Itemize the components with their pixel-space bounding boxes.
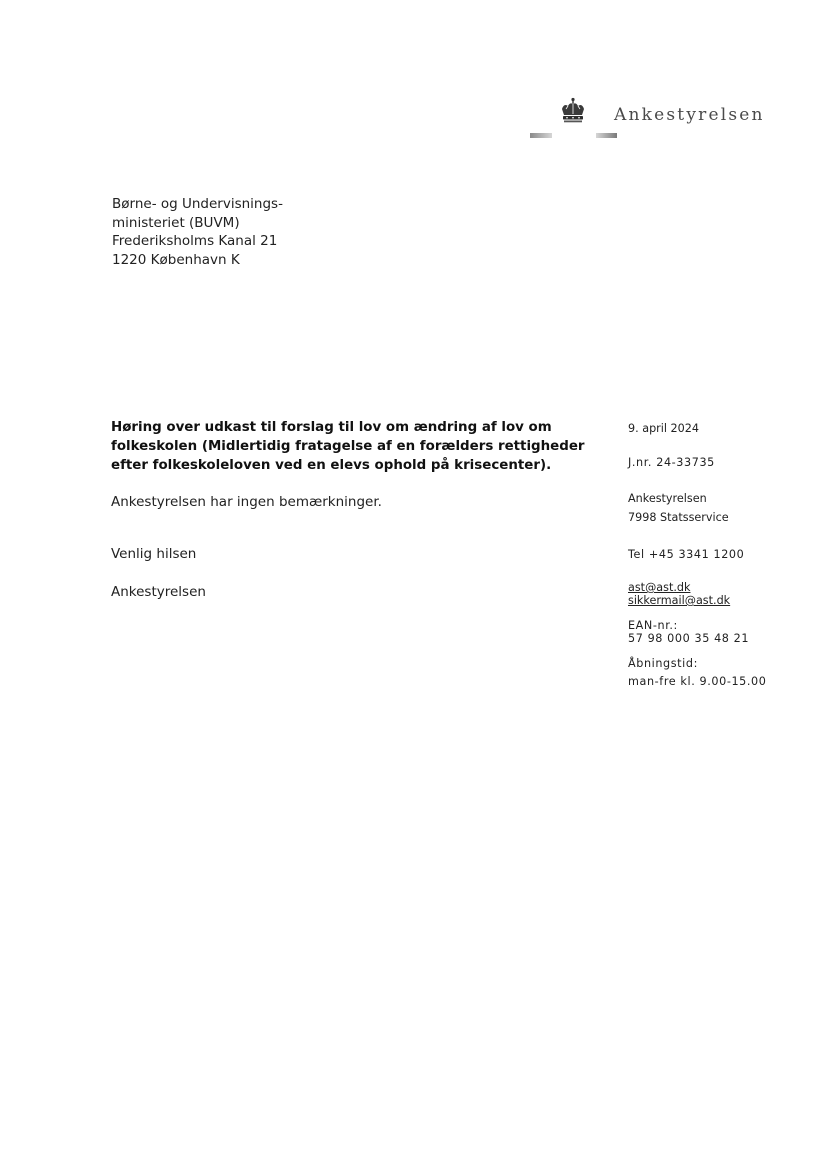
sender-name: Ankestyrelsen <box>628 492 707 505</box>
letter-date: 9. april 2024 <box>628 422 700 435</box>
logo-wordmark: Ankestyrelsen <box>614 105 765 125</box>
ean-label: EAN-nr.: <box>628 619 678 632</box>
sender-address: 7998 Statsservice <box>628 511 729 524</box>
email-link[interactable]: ast@ast.dk <box>628 581 691 594</box>
address-line: Børne- og Undervisnings- <box>112 196 283 212</box>
letter-subject: Høring over udkast til forslag til lov om ændring af lov om folkeskolen (Midlertidig fratagelse af en forælders rettigheder efter folkeskoleloven ved en elevs ophold på krisecenter). <box>111 420 585 473</box>
crown-icon <box>559 97 587 125</box>
journal-number: J.nr. 24-33735 <box>628 456 715 469</box>
sender-phone: Tel +45 3341 1200 <box>628 548 745 561</box>
address-line: Frederiksholms Kanal 21 <box>112 233 278 249</box>
recipient-address <box>112 195 283 269</box>
opening-hours-label: Åbningstid: <box>628 657 698 670</box>
logo-underline-left <box>530 133 552 138</box>
address-line: ministeriet (BUVM) <box>112 214 240 231</box>
ean-number: 57 98 000 35 48 21 <box>628 632 750 645</box>
address-line: 1220 København K <box>112 251 240 268</box>
logo-underline-right <box>596 133 617 138</box>
letter-statement: Ankestyrelsen har ingen bemærkninger. <box>111 494 382 510</box>
letter-signature: Ankestyrelsen <box>111 584 206 600</box>
secure-email-link[interactable]: sikkermail@ast.dk <box>628 594 731 607</box>
opening-hours-value: man-fre kl. 9.00-15.00 <box>628 675 767 688</box>
letter-closing: Venlig hilsen <box>111 546 197 562</box>
